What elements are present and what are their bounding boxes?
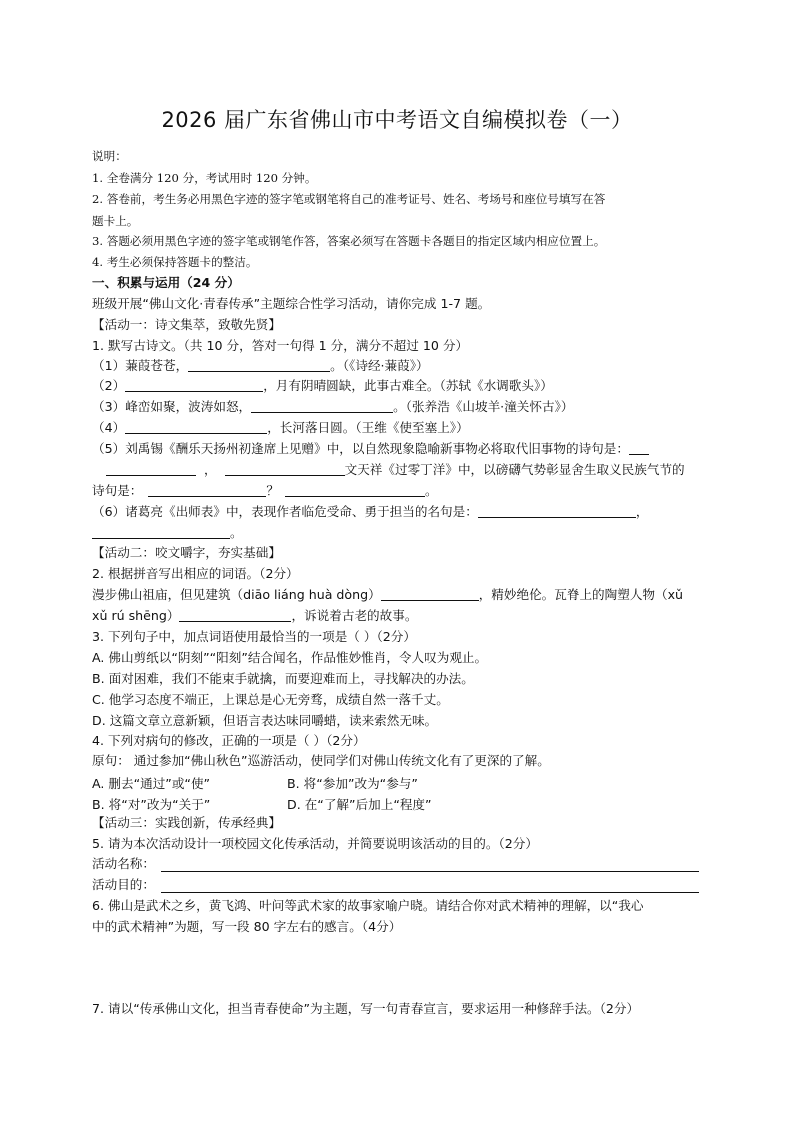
activity-2-heading: 【活动二：咬文嚼字，夯实基础】 xyxy=(92,545,281,560)
q1-line-6 xyxy=(92,504,648,519)
q1-line-1 xyxy=(92,358,429,373)
q1-line-5-period: 。 xyxy=(424,483,438,498)
q5-stem: 5. 请为本次活动设计一项校园文化传承活动，并简要说明该活动的目的。（2分） xyxy=(92,836,538,851)
instructions-heading: 说明： xyxy=(92,149,127,163)
q1-line-6-start: （6）诸葛亮《出师表》中，表现作者临危受命、勇于担当的名句是： xyxy=(92,504,478,519)
q2-line-1-start: 漫步佛山祖庙，但见建筑（diāo liáng huà dòng） xyxy=(92,587,381,602)
q1-line-2-end: ，月有阴晴圆缺，此事古难全。（苏轼《水调歌头》） xyxy=(263,378,553,393)
answer-blank[interactable] xyxy=(251,399,393,413)
q1-line-5-comma: ， xyxy=(204,462,217,477)
answer-blank[interactable] xyxy=(381,587,479,601)
q1-line-6-period: 。 xyxy=(230,525,243,540)
q3-option-b: B. 面对困难，我们不能束手就擒，而要迎难而上，寻找解决的办法。 xyxy=(92,671,474,686)
q1-line-6-cont xyxy=(92,525,243,540)
answer-blank[interactable] xyxy=(225,462,345,476)
instruction-3: 3. 答题必须用黑色字迹的签字笔或钢笔作答，答案必须写在答题卡各题目的指定区域内相应位置上。 xyxy=(92,234,606,248)
q1-line-5-cont xyxy=(92,462,685,477)
q2-line-1-end: ，精妙绝伦。瓦脊上的陶塑人物（xǔ xyxy=(478,587,684,602)
q5-name-label: 活动名称： xyxy=(92,856,155,871)
q2-stem: 2. 根据拼音写出相应的词语。（2分） xyxy=(92,566,299,581)
q4-option-b: B. 将“参加”改为“参与” xyxy=(287,776,418,791)
activity-3-heading: 【活动三：实践创新，传承经典】 xyxy=(92,815,281,830)
q3-option-d: D. 这篇文章立意新颖，但语言表达味同嚼蜡，读来索然无味。 xyxy=(92,713,438,728)
q1-line-5-label: 诗句是： xyxy=(92,483,143,498)
q1-line-1-start: （1）蒹葭苍苍， xyxy=(92,358,189,373)
activity-1-heading: 【活动一：诗文集萃，致敬先贤】 xyxy=(92,317,281,332)
q1-line-3 xyxy=(92,399,573,414)
q1-line-5-question: ？ xyxy=(266,483,279,498)
q4-original: 原句： 通过参加“佛山秋色”巡游活动，使同学们对佛山传统文化有了更深的了解。 xyxy=(92,753,550,768)
q1-line-5-end xyxy=(92,483,438,498)
q4-stem: 4. 下列对病句的修改，正确的一项是（ ）（2分） xyxy=(92,733,366,748)
exam-title: 2026 届广东省佛山市中考语文自编模拟卷（一） xyxy=(161,108,633,132)
q1-line-3-start: （3）峰峦如聚，波涛如怒， xyxy=(92,399,252,414)
q6-line-2: 中的武术精神”为题，写一段 80 字左右的感言。（4分） xyxy=(92,919,402,934)
activity-purpose-line[interactable] xyxy=(161,891,699,893)
q1-line-1-end: 。（《诗经·蒹葭》） xyxy=(330,358,429,373)
q1-line-4-start: （4） xyxy=(92,420,126,435)
answer-blank[interactable] xyxy=(179,608,291,622)
instruction-2: 2. 答卷前，考生务必用黑色字迹的签字笔或钢笔将自己的准考证号、姓名、考场号和座位号填写在答 xyxy=(92,192,606,206)
answer-blank[interactable] xyxy=(92,525,230,539)
answer-blank[interactable] xyxy=(148,483,266,497)
answer-blank[interactable] xyxy=(106,462,196,476)
instruction-4: 4. 考生必须保持答题卡的整洁。 xyxy=(92,255,258,269)
q5-purpose-label: 活动目的： xyxy=(92,877,155,892)
q3-stem: 3. 下列句子中，加点词语使用最恰当的一项是（ ）（2分） xyxy=(92,629,416,644)
q2-line-2 xyxy=(92,608,417,623)
q2-line-2-end: ，诉说着古老的故事。 xyxy=(291,608,418,623)
instruction-1: 1. 全卷满分 120 分，考试用时 120 分钟。 xyxy=(92,171,317,185)
q4-option-c: B. 将“对”改为“关于” xyxy=(92,797,211,812)
q1-line-5 xyxy=(92,441,649,456)
q3-option-a: A. 佛山剪纸以“阴刻”“阳刻”结合闻名，作品惟妙惟肖，令人叹为观止。 xyxy=(92,650,488,665)
q1-line-2-start: （2） xyxy=(92,378,126,393)
q1-stem: 1. 默写古诗文。（共 10 分，答对一句得 1 分，满分不超过 10 分） xyxy=(92,338,469,353)
q1-line-3-end: 。（张养浩《山坡羊·潼关怀古》） xyxy=(393,399,574,414)
q4-option-a: A. 删去“通过”或“使” xyxy=(92,776,211,791)
q1-line-4 xyxy=(92,420,469,435)
answer-blank[interactable] xyxy=(285,483,425,497)
answer-blank[interactable] xyxy=(125,378,263,392)
q1-line-6-comma: ， xyxy=(635,504,649,519)
q6-line-1: 6. 佛山是武术之乡，黄飞鸿、叶问等武术家的故事家喻户晓。请结合你对武术精神的理解，以“我心 xyxy=(92,898,644,913)
section-heading: 一、积累与运用（24 分） xyxy=(92,275,240,290)
q1-line-2 xyxy=(92,378,553,393)
q7-stem: 7. 请以“传承佛山文化，担当青春使命”为主题，写一句青春宣言，要求运用一种修辞手法。（2分） xyxy=(92,1001,640,1016)
activity-name-line[interactable] xyxy=(161,870,699,872)
q1-line-5-start: （5）刘禹锡《酬乐天扬州初逢席上见赠》中，以自然现象隐喻新事物必将取代旧事物的诗句是： xyxy=(92,441,629,456)
answer-blank[interactable] xyxy=(629,441,649,455)
q1-line-4-end: ，长河落日圆。（王维《使至塞上》） xyxy=(267,420,469,435)
q4-option-d: D. 在“了解”后加上“程度” xyxy=(287,797,432,812)
answer-blank[interactable] xyxy=(125,420,267,434)
section-intro: 班级开展“佛山文化·青春传承”主题综合性学习活动，请你完成 1-7 题。 xyxy=(92,296,491,311)
instruction-2-cont: 题卡上。 xyxy=(92,214,139,228)
q2-line-2-start: xǔ rú shēng） xyxy=(92,608,180,623)
answer-blank[interactable] xyxy=(478,504,636,518)
q1-line-5-wentianxiang: 文天祥《过零丁洋》中，以磅礴气势彰显舍生取义民族气节的 xyxy=(344,462,685,477)
q2-line-1 xyxy=(92,587,683,602)
q3-option-c: C. 他学习态度不端正，上课总是心无旁骛，成绩自然一落千丈。 xyxy=(92,692,449,707)
answer-blank[interactable] xyxy=(188,358,330,372)
